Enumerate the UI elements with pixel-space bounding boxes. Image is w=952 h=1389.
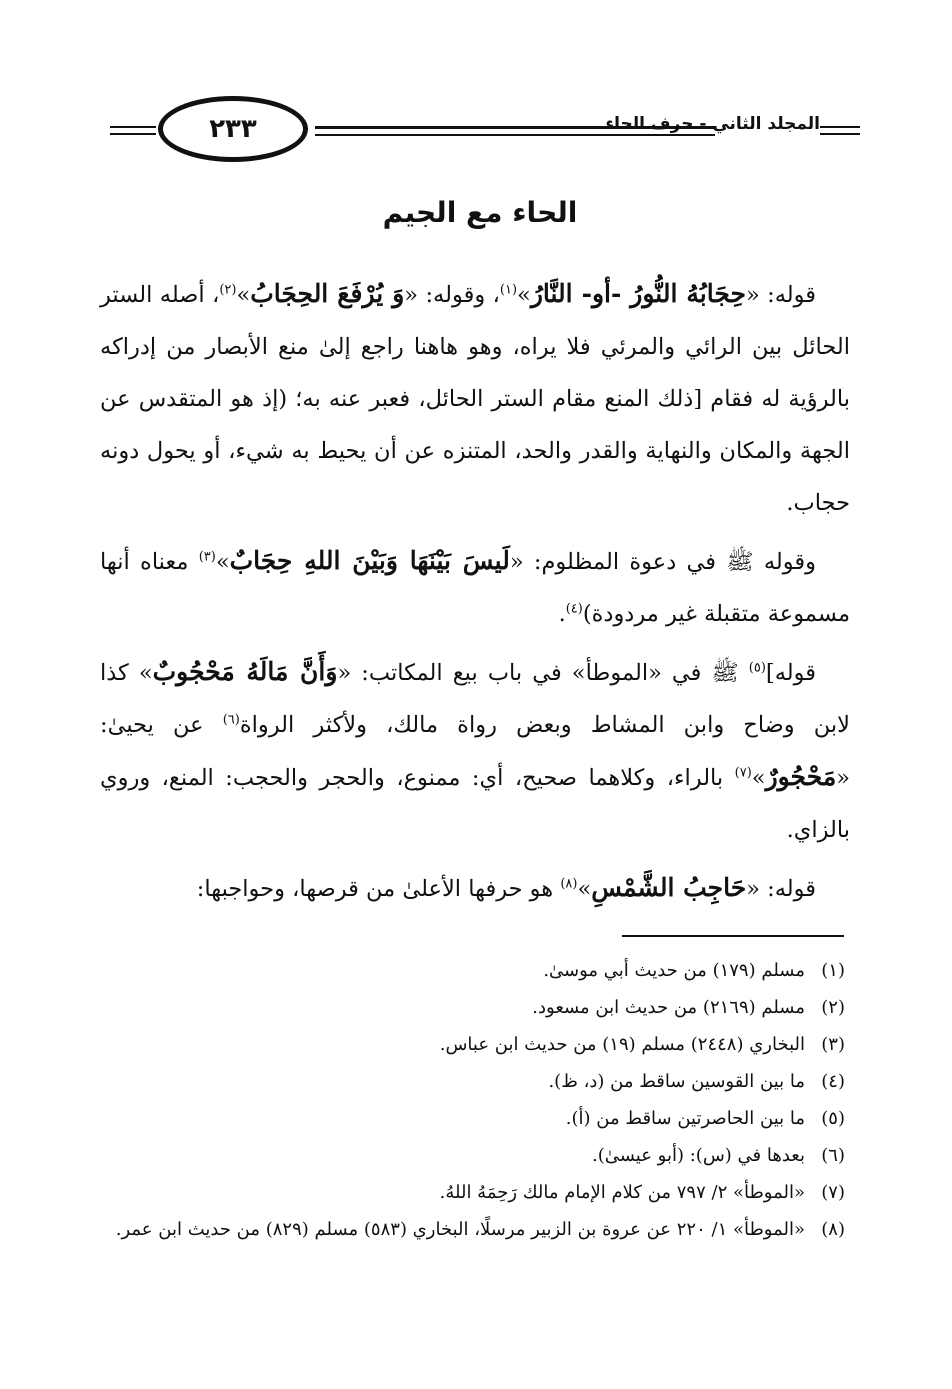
footnote-number: (٥)	[821, 1108, 845, 1129]
footnote-number: (٦)	[821, 1145, 845, 1166]
footnote-number: (٤)	[821, 1071, 845, 1092]
footnote-ref: (٥)	[748, 660, 766, 676]
footnote-text: بعدها في (س): (أبو عيسىٰ).	[591, 1145, 805, 1166]
text-run: »	[236, 282, 251, 308]
text-run: قوله: «	[746, 876, 816, 902]
text-run: وقوله ﷺ في دعوة المظلوم: «	[509, 549, 816, 575]
text-run: عن يحيىٰ: «	[100, 712, 850, 791]
hadith-quote: وَأَنَّ مَالَهُ مَحْجُوبٌ	[152, 657, 338, 686]
paragraph-3	[100, 646, 850, 856]
header-rule	[110, 133, 156, 135]
running-title: المجلد الثاني - حرف الحاء	[605, 114, 820, 134]
text-run: ، وقوله: «	[404, 282, 500, 308]
paragraph-1	[100, 268, 850, 529]
footnote-text: مسلم (٢١٦٩) من حديث ابن مسعود.	[532, 997, 805, 1018]
footnote-number: (٣)	[821, 1034, 845, 1055]
footnote-ref: (١)	[499, 282, 518, 298]
footnote-text: ما بين القوسين ساقط من (د، ظ).	[548, 1071, 805, 1092]
text-run: » كذا لابن وضاح وابن المشاط وبعض رواة مالك، ولأكثر الرواة	[100, 660, 850, 738]
header-rule	[820, 133, 860, 135]
footnote-number: (٧)	[821, 1182, 845, 1203]
footnote-text: «الموطأ» ٢/ ٧٩٧ من كلام الإمام مالك رَحِمَهُ اللهُ.	[439, 1182, 805, 1203]
hadith-quote: وَ يُرْفَعَ الحِجَابُ	[250, 279, 405, 308]
footnote	[100, 1211, 845, 1248]
text-run: هو حرفها الأعلىٰ من قرصها، وحواجبها:	[196, 876, 561, 902]
hadith-quote: لَيسَ بَيْنَهَا وَبَيْنَ اللهِ حِجَابٌ	[229, 546, 510, 575]
hadith-quote: حَاجِبُ الشَّمْسِ	[591, 873, 747, 902]
footnote-ref: (٣)	[198, 549, 216, 565]
footnote-number: (٢)	[821, 997, 845, 1018]
footnotes	[100, 952, 845, 1248]
footnote-text: البخاري (٢٤٤٨) مسلم (١٩) من حديث ابن عباس.	[439, 1034, 805, 1055]
footnote-number: (١)	[821, 960, 845, 981]
footnote-ref: (٧)	[734, 765, 752, 781]
footnote-separator	[622, 935, 844, 937]
text-run: قوله]	[765, 660, 816, 686]
page-header	[100, 92, 860, 168]
footnote-ref: (٨)	[560, 876, 578, 892]
hadith-quote: حِجَابُهُ النُّورُ -أو- النَّارُ	[530, 279, 746, 308]
footnote	[100, 1137, 845, 1174]
paragraph-2	[100, 535, 850, 640]
header-rule	[315, 134, 715, 136]
footnote-text: مسلم (١٧٩) من حديث أبي موسىٰ.	[543, 960, 805, 981]
text-run: بالراء، وكلاهما صحيح، أي: ممنوع، والحجر والحجب: المنع، وروي بالزاي.	[100, 765, 850, 843]
text-run: »	[751, 765, 766, 791]
paragraph-4	[100, 862, 850, 915]
footnote	[100, 1174, 845, 1211]
footnote-text: ما بين الحاصرتين ساقط من (أ).	[565, 1108, 805, 1129]
footnote	[100, 952, 845, 989]
page-number: ٢٣٣	[158, 96, 308, 162]
main-text	[100, 268, 850, 921]
header-rule	[820, 126, 860, 128]
text-run: ، أصله الستر الحائل بين الرائي والمرئي فلا يراه، وهو هاهنا راجع إلىٰ منع الأبصار من إدراكه بالرؤية له فقام [ذلك المنع مقام الستر الحائل، فعبر عنه به؛ (إذ هو المتقدس عن الجهة والمكان والنهاية والقدر والحد، المتنزه عن أن يحيط به شيء، أو يحول دونه حجاب.	[100, 282, 850, 516]
footnote-text: «الموطأ» ١/ ٢٢٠ عن عروة بن الزبير مرسلًا، البخاري (٥٨٣) مسلم (٨٢٩) من حديث ابن عمر.	[115, 1219, 805, 1240]
text-run: .	[558, 601, 566, 627]
footnote-ref: (٢)	[219, 282, 237, 298]
text-run: ﷺ في «الموطأ» في باب بيع المكاتب: «	[337, 660, 749, 686]
footnote	[100, 1063, 845, 1100]
footnote-number: (٨)	[821, 1219, 845, 1240]
footnote-ref: (٤)	[565, 601, 583, 617]
text-run: »	[215, 549, 230, 575]
footnote-ref: (٦)	[222, 712, 240, 728]
text-run: قوله: «	[745, 282, 817, 308]
hadith-quote: مَحْجُورٌ	[765, 762, 837, 791]
text-run: »	[577, 876, 592, 902]
text-run: »	[517, 282, 531, 308]
footnote	[100, 989, 845, 1026]
section-title: الحاء مع الجيم	[382, 196, 578, 229]
header-rule	[110, 126, 156, 128]
footnote	[100, 1100, 845, 1137]
footnote	[100, 1026, 845, 1063]
text-run: معناه أنها مسموعة متقبلة غير مردودة)	[100, 549, 850, 627]
